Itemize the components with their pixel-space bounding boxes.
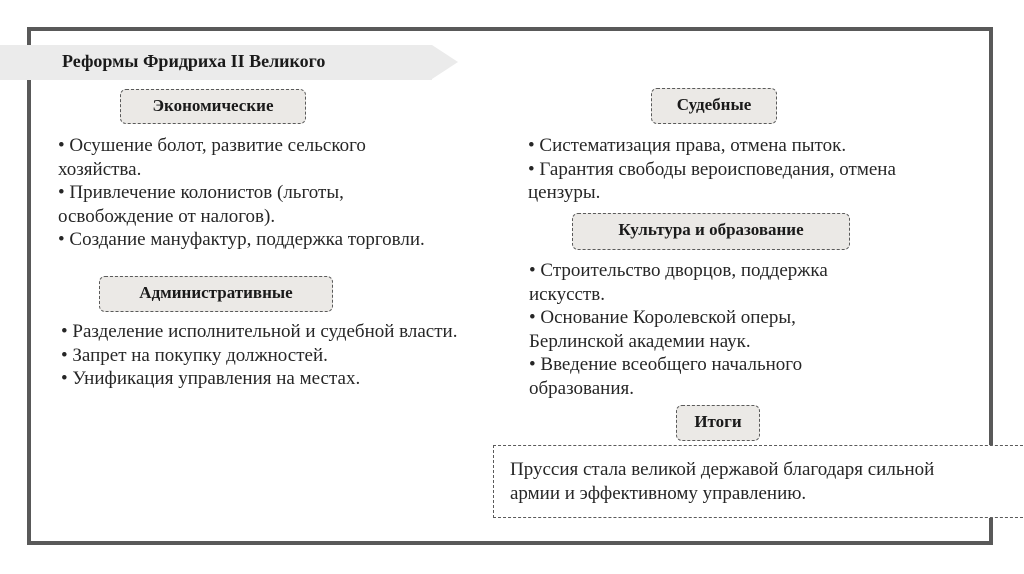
list-item: • Унификация управления на местах. (61, 368, 361, 389)
list-item: • Запрет на покупку должностей. (61, 344, 328, 366)
judicial-list (528, 134, 938, 205)
results-heading: Итоги (676, 405, 760, 441)
list-item: • Разделение исполнительной и судебной власти. (61, 321, 458, 342)
slide-title: Реформы Фридриха II Великого (62, 51, 326, 71)
results-box (493, 445, 1024, 518)
judicial-heading: Судебные (651, 88, 777, 124)
title-banner-arrow (432, 45, 458, 79)
economic-heading: Экономические (120, 89, 306, 124)
results-text: Пруссия стала великой державой благодаря сильной армии и эффективному управлению. (510, 459, 935, 504)
list-item: • Создание мануфактур, поддержка торговли. (58, 229, 425, 250)
culture-heading: Культура и образование (572, 213, 850, 250)
administrative-heading: Административные (99, 276, 333, 312)
list-item: • Привлечение колонистов (льготы, освобождение от налогов). (58, 182, 344, 227)
list-item: • Гарантия свободы вероисповедания, отмена цензуры. (528, 158, 896, 203)
administrative-list (61, 320, 471, 391)
list-item: • Введение всеобщего начального образования. (529, 354, 803, 399)
economic-list (58, 134, 448, 252)
list-item: • Систематизация права, отмена пыток. (528, 135, 847, 156)
culture-list (529, 259, 874, 400)
list-item: • Строительство дворцов, поддержка искусств. (529, 260, 828, 305)
list-item: • Осушение болот, развитие сельского хозяйства. (58, 135, 366, 180)
list-item: • Основание Королевской оперы, Берлинской академии наук. (529, 307, 796, 352)
